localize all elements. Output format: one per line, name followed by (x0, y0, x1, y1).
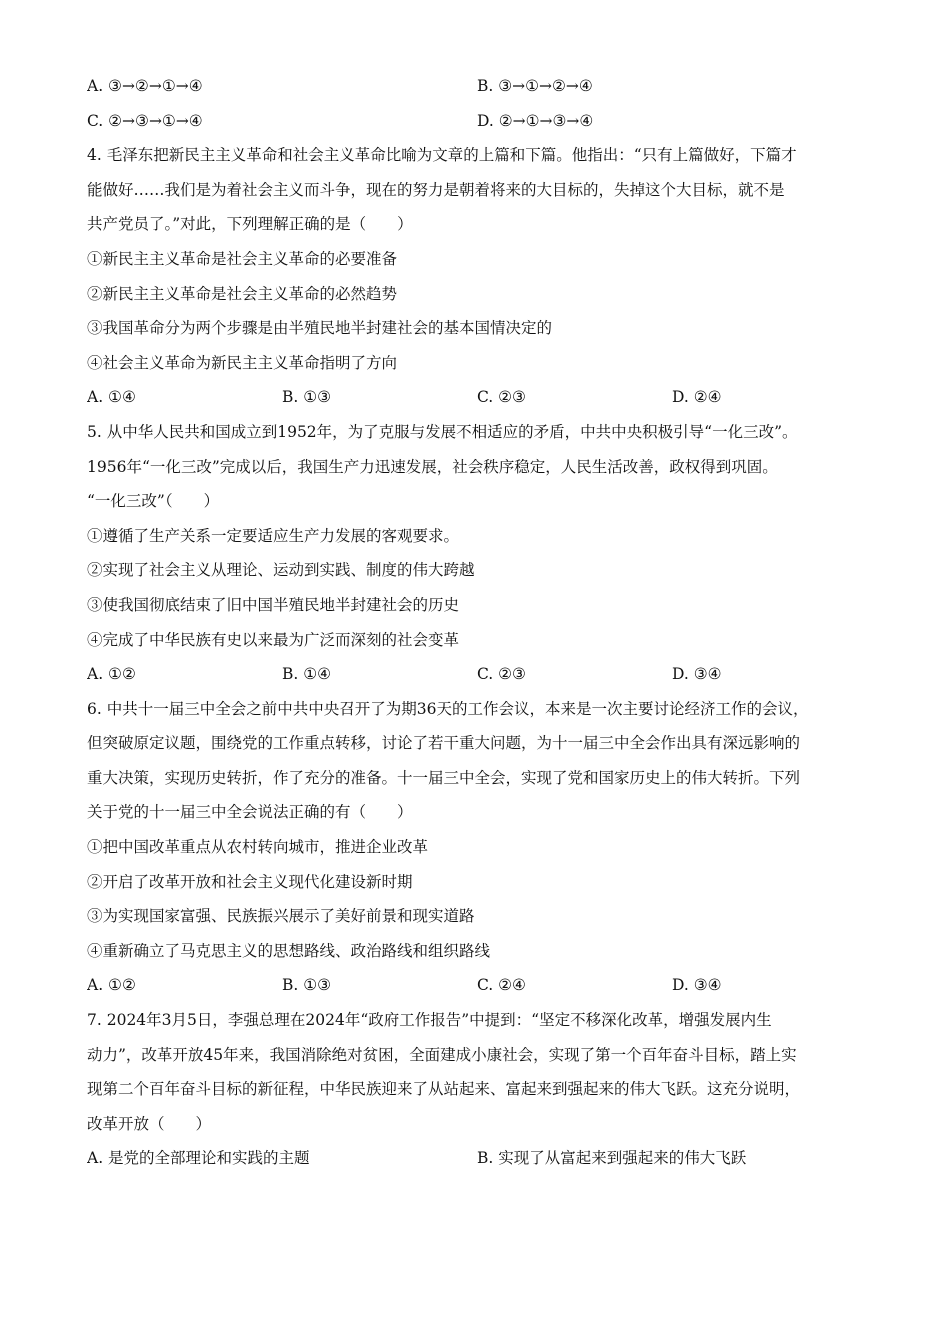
question-5-stem-line: “一化三改”（ ） (87, 492, 220, 511)
question-5-option-d: D. ③④ (672, 665, 722, 684)
question-4-options (87, 384, 867, 419)
question-6-option-a: A. ①② (87, 976, 136, 995)
question-6-option-d: D. ③④ (672, 976, 722, 995)
question-4-item: ④社会主义革命为新民主主义革命指明了方向 (87, 353, 398, 372)
question-5-stem-line: 1956年“一化三改”完成以后，我国生产力迅速发展，社会秩序稳定，人民生活改善，政权得到巩固。 (87, 457, 778, 476)
question-5-item: ②实现了社会主义从理论、运动到实践、制度的伟大跨越 (87, 561, 475, 580)
question-5-option-b: B. ①④ (282, 665, 332, 684)
question-6-item: ③为实现国家富强、民族振兴展示了美好前景和现实道路 (87, 907, 475, 926)
question-4-item: ②新民主主义革命是社会主义革命的必然趋势 (87, 284, 398, 303)
question-7-options (87, 1145, 867, 1180)
question-4-stem-line: 4. 毛泽东把新民主主义革命和社会主义革命比喻为文章的上篇和下篇。他指出：“只有上篇做好，下篇才 (87, 146, 797, 165)
question-6-options (87, 972, 867, 1007)
question-5-item: ③使我国彻底结束了旧中国半殖民地半封建社会的历史 (87, 595, 460, 614)
question-4-option-a: A. ①④ (87, 388, 136, 407)
question-5-item: ④完成了中华民族有史以来最为广泛而深刻的社会变革 (87, 630, 460, 649)
question-6-stem-line: 关于党的十一届三中全会说法正确的有（ ） (87, 803, 413, 822)
question-4-option-d: D. ②④ (672, 388, 722, 407)
question-6-item: ②开启了改革开放和社会主义现代化建设新时期 (87, 872, 413, 891)
prev-option-c: C. ②→③→①→④ (87, 111, 203, 130)
prev-option-a: A. ③→②→①→④ (87, 77, 203, 95)
question-4-stem-line: 能做好……我们是为着社会主义而斗争，现在的努力是朝着将来的大目标的，失掉这个大目标，就不是 (87, 180, 785, 199)
question-5-option-c: C. ②③ (477, 665, 526, 684)
question-4-item: ①新民主主义革命是社会主义革命的必要准备 (87, 249, 398, 268)
question-4-stem-line: 共产党员了。”对此，下列理解正确的是（ ） (87, 215, 413, 234)
question-6-option-c: C. ②④ (477, 976, 526, 995)
question-7 (87, 1007, 867, 1180)
question-5-item: ①遵循了生产关系一定要适应生产力发展的客观要求。 (87, 526, 460, 545)
question-7-option-b: B. 实现了从富起来到强起来的伟大飞跃 (477, 1149, 747, 1168)
question-7-stem-line: 改革开放（ ） (87, 1114, 212, 1133)
question-7-stem-line: 动力”，改革开放45年来，我国消除绝对贫困，全面建成小康社会，实现了第一个百年奋斗目标，踏上实 (87, 1045, 797, 1064)
prev-option-b: B. ③→①→②→④ (477, 77, 593, 95)
prev-question-options-row-1 (87, 73, 867, 108)
question-5-option-a: A. ①② (87, 665, 136, 684)
question-7-option-a: A. 是党的全部理论和实践的主题 (87, 1149, 310, 1168)
question-6-stem-line: 但突破原定议题，围绕党的工作重点转移，讨论了若干重大问题，为十一届三中全会作出具有深远影响的 (87, 734, 801, 753)
question-6-item: ④重新确立了马克思主义的思想路线、政治路线和组织路线 (87, 941, 491, 960)
question-6-stem-line: 重大决策，实现历史转折，作了充分的准备。十一届三中全会，实现了党和国家历史上的伟大转折。下列 (87, 768, 801, 787)
question-6 (87, 696, 867, 1007)
prev-question-options-row-2 (87, 108, 867, 143)
question-7-stem-line: 7. 2024年3月5日，李强总理在2024年“政府工作报告”中提到：“坚定不移深化改革，增强发展内生 (87, 1011, 772, 1030)
question-4-option-b: B. ①③ (282, 388, 332, 407)
question-6-stem-line: 6. 中共十一届三中全会之前中共中央召开了为期36天的工作会议，本来是一次主要讨论经济工作的会议， (87, 699, 809, 718)
question-7-stem-line: 现第二个百年奋斗目标的新征程，中华民族迎来了从站起来、富起来到强起来的伟大飞跃。这充分说明， (87, 1080, 801, 1099)
question-5-stem-line: 5. 从中华人民共和国成立到1952年，为了克服与发展不相适应的矛盾，中共中央积极引导“一化三改”。 (87, 422, 798, 441)
question-4 (87, 142, 867, 419)
question-5-options (87, 661, 867, 696)
question-6-option-b: B. ①③ (282, 976, 332, 995)
exam-page (87, 73, 867, 1180)
question-4-option-c: C. ②③ (477, 388, 526, 407)
question-4-item: ③我国革命分为两个步骤是由半殖民地半封建社会的基本国情决定的 (87, 319, 553, 338)
question-5 (87, 419, 867, 696)
prev-option-d: D. ②→①→③→④ (477, 111, 594, 130)
question-6-item: ①把中国改革重点从农村转向城市，推进企业改革 (87, 838, 429, 857)
